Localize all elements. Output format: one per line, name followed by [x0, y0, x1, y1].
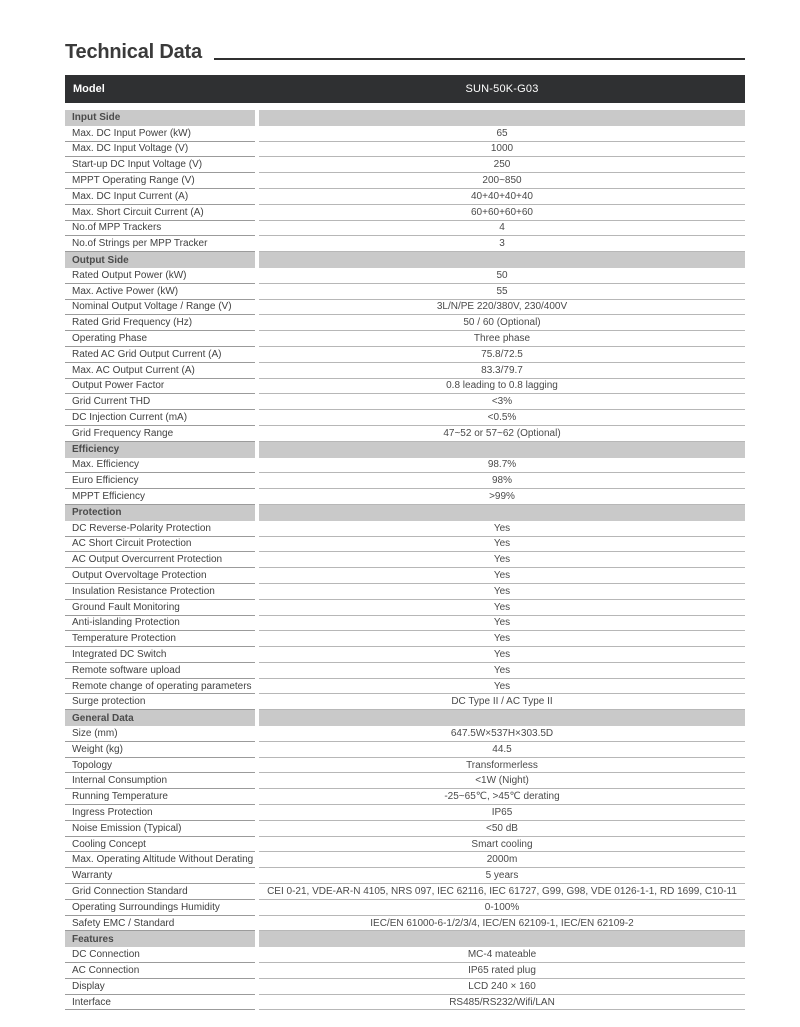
- spec-value: 5 years: [259, 868, 745, 884]
- spec-row-rated-ac-grid-output-current-a: [65, 347, 745, 363]
- spec-value: <1W (Night): [259, 773, 745, 789]
- spec-row-no-of-strings-per-mpp-tracker: [65, 236, 745, 252]
- spec-label: AC Short Circuit Protection: [65, 537, 255, 553]
- spec-row-mppt-efficiency: [65, 489, 745, 505]
- spec-value: 3: [259, 236, 745, 252]
- spec-row-grid-current-thd: [65, 394, 745, 410]
- section-header-output-side: [65, 252, 745, 268]
- spec-label: Cooling Concept: [65, 837, 255, 853]
- spec-value: <3%: [259, 394, 745, 410]
- spec-value: 44.5: [259, 742, 745, 758]
- model-header-value: SUN-50K-G03: [465, 83, 539, 95]
- spec-row-weight-kg: [65, 742, 745, 758]
- spec-value: <0.5%: [259, 410, 745, 426]
- spec-row-remote-change-of-operating-parameters: [65, 679, 745, 695]
- spec-row-cooling-concept: [65, 837, 745, 853]
- section-title: Input Side: [65, 110, 255, 126]
- spec-value: Yes: [259, 552, 745, 568]
- spec-value: RS485/RS232/Wifi/LAN: [259, 995, 745, 1011]
- spec-row-output-power-factor: [65, 379, 745, 395]
- spec-label: Max. Operating Altitude Without Derating: [65, 852, 255, 868]
- spec-row-ac-connection: [65, 963, 745, 979]
- spec-row-max-active-power-kw: [65, 284, 745, 300]
- spec-label: No.of MPP Trackers: [65, 221, 255, 237]
- spec-value: 40+40+40+40: [259, 189, 745, 205]
- spec-row-ground-fault-monitoring: [65, 600, 745, 616]
- spec-label: Max. Active Power (kW): [65, 284, 255, 300]
- spec-value: Yes: [259, 600, 745, 616]
- title-underline: [214, 58, 745, 60]
- section-header-fill: [259, 931, 745, 947]
- spec-row-mppt-operating-range-v: [65, 173, 745, 189]
- spec-row-display: [65, 979, 745, 995]
- spec-label: Noise Emission (Typical): [65, 821, 255, 837]
- spec-row-max-dc-input-power-kw: [65, 126, 745, 142]
- spec-value: 50: [259, 268, 745, 284]
- spec-label: Grid Connection Standard: [65, 884, 255, 900]
- spec-row-warranty: [65, 868, 745, 884]
- spec-label: Display: [65, 979, 255, 995]
- spec-value: 50 / 60 (Optional): [259, 315, 745, 331]
- spec-row-rated-grid-frequency-hz: [65, 315, 745, 331]
- spec-value: LCD 240 × 160: [259, 979, 745, 995]
- spec-row-integrated-dc-switch: [65, 647, 745, 663]
- spec-label: Ingress Protection: [65, 805, 255, 821]
- spec-row-remote-software-upload: [65, 663, 745, 679]
- spec-row-max-dc-input-current-a: [65, 189, 745, 205]
- spec-label: Anti-islanding Protection: [65, 616, 255, 632]
- spec-value: Transformerless: [259, 758, 745, 774]
- spec-row-rated-output-power-kw: [65, 268, 745, 284]
- spec-row-topology: [65, 758, 745, 774]
- spec-label: Max. AC Output Current (A): [65, 363, 255, 379]
- spec-label: Operating Surroundings Humidity: [65, 900, 255, 916]
- spec-label: Running Temperature: [65, 789, 255, 805]
- spec-row-max-ac-output-current-a: [65, 363, 745, 379]
- spec-row-dc-connection: [65, 947, 745, 963]
- spec-label: Max. DC Input Voltage (V): [65, 142, 255, 158]
- spec-row-ingress-protection: [65, 805, 745, 821]
- spec-value: Yes: [259, 521, 745, 537]
- spec-value: <50 dB: [259, 821, 745, 837]
- spec-label: Max. DC Input Power (kW): [65, 126, 255, 142]
- spec-label: Internal Consumption: [65, 773, 255, 789]
- spec-value: >99%: [259, 489, 745, 505]
- spec-value: Yes: [259, 584, 745, 600]
- section-header-fill: [259, 110, 745, 126]
- spec-label: AC Connection: [65, 963, 255, 979]
- spec-label: Operating Phase: [65, 331, 255, 347]
- spec-value: 65: [259, 126, 745, 142]
- page-title: Technical Data: [65, 41, 202, 63]
- spec-table: [65, 110, 745, 1010]
- spec-value: 4: [259, 221, 745, 237]
- spec-label: Integrated DC Switch: [65, 647, 255, 663]
- spec-value: 83.3/79.7: [259, 363, 745, 379]
- spec-value: Three phase: [259, 331, 745, 347]
- spec-label: No.of Strings per MPP Tracker: [65, 236, 255, 252]
- spec-label: Rated Output Power (kW): [65, 268, 255, 284]
- spec-value: CEI 0-21, VDE-AR-N 4105, NRS 097, IEC 62116, IEC 61727, G99, G98, VDE 0126-1-1, RD 1699, C10-11: [259, 884, 745, 900]
- spec-row-interface: [65, 995, 745, 1011]
- spec-value: 250: [259, 157, 745, 173]
- spec-value: 47~52 or 57~62 (Optional): [259, 426, 745, 442]
- spec-row-max-efficiency: [65, 458, 745, 474]
- spec-label: Insulation Resistance Protection: [65, 584, 255, 600]
- spec-row-max-operating-altitude-without-derating: [65, 852, 745, 868]
- spec-label: MPPT Efficiency: [65, 489, 255, 505]
- spec-value: Yes: [259, 647, 745, 663]
- spec-row-size-mm: [65, 726, 745, 742]
- spec-label: Max. Efficiency: [65, 458, 255, 474]
- spec-label: Grid Current THD: [65, 394, 255, 410]
- section-header-input-side: [65, 110, 745, 126]
- section-header-fill: [259, 505, 745, 521]
- spec-row-grid-connection-standard: [65, 884, 745, 900]
- spec-value: 0-100%: [259, 900, 745, 916]
- spec-value: 75.8/72.5: [259, 347, 745, 363]
- spec-row-temperature-protection: [65, 631, 745, 647]
- model-header-label: Model: [73, 83, 105, 95]
- spec-value: 98%: [259, 473, 745, 489]
- spec-label: Euro Efficiency: [65, 473, 255, 489]
- section-title: Features: [65, 931, 255, 947]
- spec-value: IEC/EN 61000-6-1/2/3/4, IEC/EN 62109-1, IEC/EN 62109-2: [259, 916, 745, 932]
- spec-row-anti-islanding-protection: [65, 616, 745, 632]
- spec-value: 60+60+60+60: [259, 205, 745, 221]
- spec-value: -25~65℃, >45℃ derating: [259, 789, 745, 805]
- spec-row-max-short-circuit-current-a: [65, 205, 745, 221]
- spec-row-operating-surroundings-humidity: [65, 900, 745, 916]
- spec-value: 98.7%: [259, 458, 745, 474]
- spec-row-running-temperature: [65, 789, 745, 805]
- section-header-fill: [259, 252, 745, 268]
- spec-label: Temperature Protection: [65, 631, 255, 647]
- spec-label: Remote software upload: [65, 663, 255, 679]
- spec-row-insulation-resistance-protection: [65, 584, 745, 600]
- spec-value: IP65: [259, 805, 745, 821]
- spec-label: Size (mm): [65, 726, 255, 742]
- title-row: [65, 42, 745, 62]
- spec-value: Yes: [259, 616, 745, 632]
- section-header-fill: [259, 710, 745, 726]
- spec-value: DC Type II / AC Type II: [259, 694, 745, 710]
- spec-row-internal-consumption: [65, 773, 745, 789]
- spec-value: 2000m: [259, 852, 745, 868]
- spec-label: Topology: [65, 758, 255, 774]
- spec-value: 647.5W×537H×303.5D: [259, 726, 745, 742]
- spec-label: DC Reverse-Polarity Protection: [65, 521, 255, 537]
- section-header-fill: [259, 442, 745, 458]
- spec-value: IP65 rated plug: [259, 963, 745, 979]
- spec-label: Safety EMC / Standard: [65, 916, 255, 932]
- section-header-general-data: [65, 710, 745, 726]
- datasheet-page: [65, 0, 745, 1010]
- spec-value: Smart cooling: [259, 837, 745, 853]
- section-header-protection: [65, 505, 745, 521]
- spec-label: MPPT Operating Range (V): [65, 173, 255, 189]
- spec-row-ac-short-circuit-protection: [65, 537, 745, 553]
- spec-label: Start-up DC Input Voltage (V): [65, 157, 255, 173]
- spec-value: Yes: [259, 679, 745, 695]
- spec-row-output-overvoltage-protection: [65, 568, 745, 584]
- spec-label: Rated AC Grid Output Current (A): [65, 347, 255, 363]
- spec-label: Warranty: [65, 868, 255, 884]
- section-title: General Data: [65, 710, 255, 726]
- spec-label: Rated Grid Frequency (Hz): [65, 315, 255, 331]
- spec-value: 0.8 leading to 0.8 lagging: [259, 379, 745, 395]
- section-header-features: [65, 931, 745, 947]
- spec-row-grid-frequency-range: [65, 426, 745, 442]
- spec-value: Yes: [259, 631, 745, 647]
- spec-label: Grid Frequency Range: [65, 426, 255, 442]
- section-title: Protection: [65, 505, 255, 521]
- spec-label: Output Power Factor: [65, 379, 255, 395]
- spec-value: Yes: [259, 663, 745, 679]
- model-header-bar: [65, 75, 745, 103]
- spec-label: Max. Short Circuit Current (A): [65, 205, 255, 221]
- spec-value: MC-4 mateable: [259, 947, 745, 963]
- spec-label: Surge protection: [65, 694, 255, 710]
- spec-row-safety-emc-standard: [65, 916, 745, 932]
- section-title: Output Side: [65, 252, 255, 268]
- spec-row-noise-emission-typical: [65, 821, 745, 837]
- spec-label: Interface: [65, 995, 255, 1011]
- spec-row-operating-phase: [65, 331, 745, 347]
- spec-value: 55: [259, 284, 745, 300]
- spec-label: Weight (kg): [65, 742, 255, 758]
- spec-row-start-up-dc-input-voltage-v: [65, 157, 745, 173]
- section-header-efficiency: [65, 442, 745, 458]
- spec-label: DC Injection Current (mA): [65, 410, 255, 426]
- spec-value: Yes: [259, 537, 745, 553]
- spec-row-euro-efficiency: [65, 473, 745, 489]
- spec-value: 1000: [259, 142, 745, 158]
- spec-value: 200~850: [259, 173, 745, 189]
- spec-row-ac-output-overcurrent-protection: [65, 552, 745, 568]
- spec-label: AC Output Overcurrent Protection: [65, 552, 255, 568]
- spec-row-nominal-output-voltage-range-v: [65, 300, 745, 316]
- spec-value: Yes: [259, 568, 745, 584]
- spec-row-no-of-mpp-trackers: [65, 221, 745, 237]
- spec-label: Output Overvoltage Protection: [65, 568, 255, 584]
- spec-label: Max. DC Input Current (A): [65, 189, 255, 205]
- spec-row-dc-reverse-polarity-protection: [65, 521, 745, 537]
- section-title: Efficiency: [65, 442, 255, 458]
- spec-row-max-dc-input-voltage-v: [65, 142, 745, 158]
- spec-row-dc-injection-current-ma: [65, 410, 745, 426]
- spec-value: 3L/N/PE 220/380V, 230/400V: [259, 300, 745, 316]
- spec-row-surge-protection: [65, 694, 745, 710]
- spec-label: Remote change of operating parameters: [65, 679, 255, 695]
- spec-label: DC Connection: [65, 947, 255, 963]
- spec-label: Ground Fault Monitoring: [65, 600, 255, 616]
- spec-label: Nominal Output Voltage / Range (V): [65, 300, 255, 316]
